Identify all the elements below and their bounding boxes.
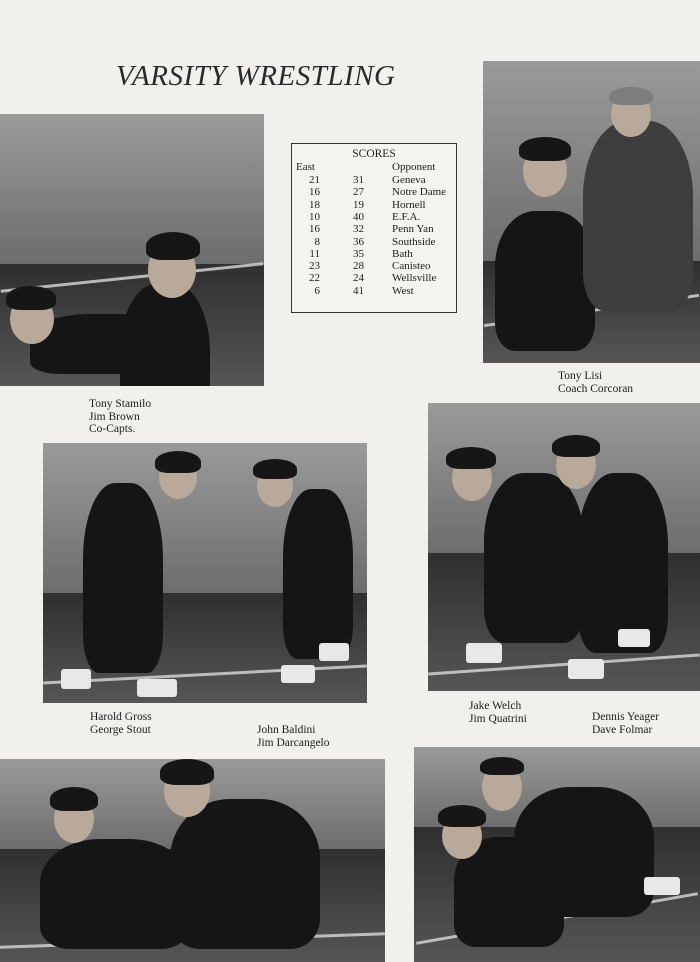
caption-line: George Stout [90, 723, 151, 736]
caption-line: Jim Darcangelo [257, 736, 330, 749]
score-row [292, 199, 456, 211]
score-opponent: 24 [353, 272, 364, 285]
score-opponent: 36 [353, 235, 364, 248]
caption-line: Jim Quatrini [469, 712, 527, 725]
scores-col-east: East [296, 161, 315, 173]
photo-bottom-right [414, 747, 700, 962]
score-east: 23 [309, 260, 320, 273]
scores-col-opponent: Opponent [392, 161, 436, 173]
score-row [292, 236, 456, 248]
caption-line: Harold Gross [90, 711, 152, 723]
caption-gross-stout [90, 711, 152, 736]
score-opponent: 28 [353, 260, 364, 273]
caption-line: Tony Stamilo [89, 398, 152, 410]
score-opponent: 40 [353, 210, 364, 223]
caption-cocaptains [89, 398, 151, 436]
score-east: 11 [309, 247, 320, 260]
score-team: Southside [392, 235, 436, 248]
caption-line: Coach Corcoran [558, 382, 634, 395]
score-east: 16 [309, 223, 320, 236]
score-east: 8 [314, 235, 320, 248]
score-opponent: 19 [353, 198, 364, 211]
score-row [292, 272, 456, 284]
score-row [292, 285, 456, 297]
caption-welch-quatrini [469, 700, 527, 725]
score-team: Bath [392, 247, 413, 260]
score-team: West [392, 284, 414, 297]
caption-line: Jim Brown [89, 410, 140, 423]
score-row [292, 211, 456, 223]
caption-line: Co-Capts. [89, 423, 136, 435]
score-east: 18 [309, 198, 320, 211]
caption-line: Jake Welch [469, 700, 522, 712]
score-row [292, 174, 456, 186]
score-opponent: 41 [353, 284, 364, 297]
caption-yeager-folmar [592, 711, 659, 736]
score-east: 6 [314, 284, 320, 297]
photo-coach [483, 61, 700, 363]
score-row [292, 248, 456, 260]
photo-bottom-left [0, 759, 385, 962]
page-title: VARSITY WRESTLING [116, 60, 396, 92]
photo-cocaptains [0, 114, 264, 386]
score-east: 10 [309, 210, 320, 223]
photo-gross-stout [43, 443, 367, 703]
caption-baldini-darcangelo [257, 724, 330, 749]
score-team: E.F.A. [392, 210, 421, 223]
caption-line: Dennis Yeager [592, 711, 660, 723]
caption-line: Tony Lisi [558, 370, 603, 382]
score-team: Canisteo [392, 260, 431, 273]
scores-heading: SCORES [352, 148, 396, 160]
score-east: 16 [309, 186, 320, 199]
score-team: Geneva [392, 174, 426, 186]
score-east: 22 [309, 272, 320, 285]
score-east: 21 [309, 174, 320, 186]
scores-table [291, 143, 457, 313]
score-opponent: 27 [353, 186, 364, 199]
photo-welch-yeager [428, 403, 700, 691]
caption-coach [558, 370, 633, 395]
score-row [292, 186, 456, 198]
caption-line: Dave Folmar [592, 723, 653, 736]
score-team: Hornell [392, 198, 426, 211]
score-opponent: 35 [353, 247, 364, 260]
score-team: Notre Dame [392, 186, 447, 199]
score-team: Wellsville [392, 272, 437, 285]
score-team: Penn Yan [392, 223, 434, 236]
score-row [292, 223, 456, 235]
caption-line: John Baldini [257, 724, 316, 736]
score-row [292, 260, 456, 272]
score-opponent: 31 [353, 174, 364, 186]
score-opponent: 32 [353, 223, 364, 236]
